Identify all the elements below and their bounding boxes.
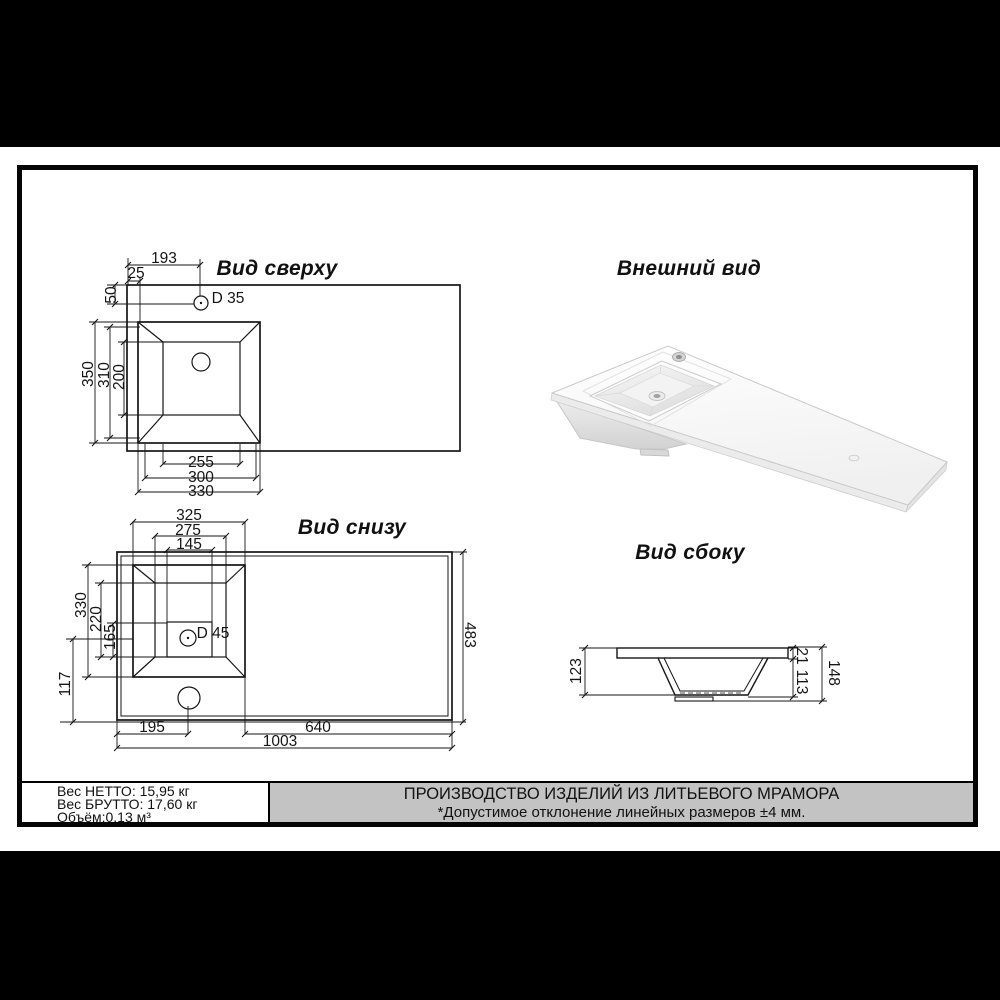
title-side-view: Вид сбоку	[635, 541, 745, 564]
basin-outer-edge	[133, 565, 245, 677]
top-view-drawing	[89, 258, 460, 495]
dim-bottom-220: 220	[88, 606, 105, 632]
overflow-hole-circle	[178, 687, 200, 709]
drain-stub-3d	[640, 449, 669, 456]
basin-corner-slopes	[133, 565, 245, 677]
tolerance-note: *Допустимое отклонение линейных размеров ±4 мм.	[437, 804, 806, 821]
drain-hole-center	[187, 637, 189, 639]
dim-bottom-117: 117	[57, 671, 74, 697]
faucet-hole-center	[200, 302, 202, 304]
dim-top-d35: D 35	[211, 290, 245, 307]
dim-side-113: 113	[793, 669, 810, 695]
dim-side-123: 123	[568, 658, 585, 684]
dim-side-148: 148	[825, 660, 842, 686]
side-view-drawing	[579, 644, 827, 704]
gross-weight: Вес БРУТТО: 17,60 кг	[57, 796, 198, 812]
dim-bottom-483: 483	[461, 622, 478, 648]
net-weight: Вес НЕТТО: 15,95 кг	[57, 783, 190, 799]
dim-bottom-325: 325	[176, 507, 202, 524]
dim-top-50: 50	[103, 286, 120, 304]
dim-top-310: 310	[96, 362, 113, 388]
dim-top-300: 300	[188, 469, 214, 486]
production-info-cell	[270, 783, 973, 822]
dim-bottom-195: 195	[139, 719, 165, 736]
dim-bottom-330: 330	[73, 592, 90, 618]
title-block	[22, 781, 973, 825]
faucet-hole-3d-inner	[676, 355, 682, 359]
dim-bottom-d45: D 45	[196, 625, 230, 642]
title-top-view: Вид сверху	[216, 257, 338, 280]
countertop-inner-wall	[121, 556, 448, 716]
slab-section	[617, 648, 788, 658]
dim-bottom-145: 145	[176, 536, 202, 553]
dim-top-200: 200	[111, 364, 128, 390]
dim-bottom-640: 640	[305, 719, 331, 736]
dim-side-21: 21	[793, 647, 810, 665]
drain-stub	[675, 697, 713, 701]
dim-top-350: 350	[80, 361, 97, 387]
external-3d-illustration	[551, 346, 947, 512]
dimension-lines	[579, 647, 827, 701]
dim-bottom-1003: 1003	[262, 733, 298, 750]
weight-info-cell	[22, 783, 270, 825]
dim-bottom-165: 165	[102, 624, 119, 650]
volume: Объём:0.13 м³	[57, 809, 151, 825]
dim-top-255: 255	[188, 454, 214, 471]
bowl-outer-wall	[658, 658, 768, 695]
countertop-outline	[127, 285, 460, 451]
basin-corner-slopes	[138, 322, 260, 443]
bottom-view-drawing	[60, 519, 467, 751]
bowl-inner-wall	[664, 658, 763, 691]
production-title: ПРОИЗВОДСТВО ИЗДЕЛИЙ ИЗ ЛИТЬЕВОГО МРАМОРА	[403, 785, 840, 803]
dim-top-330: 330	[188, 483, 214, 500]
dim-top-193: 193	[151, 250, 177, 267]
drain-3d-slot	[654, 394, 661, 398]
dim-bottom-275: 275	[175, 522, 201, 539]
title-bottom-view: Вид снизу	[297, 516, 407, 539]
dim-top-25: 25	[127, 265, 145, 282]
drain-hole-circle	[192, 353, 210, 371]
overflow-hole-3d	[849, 455, 859, 461]
title-external-view: Внешний вид	[616, 257, 762, 280]
